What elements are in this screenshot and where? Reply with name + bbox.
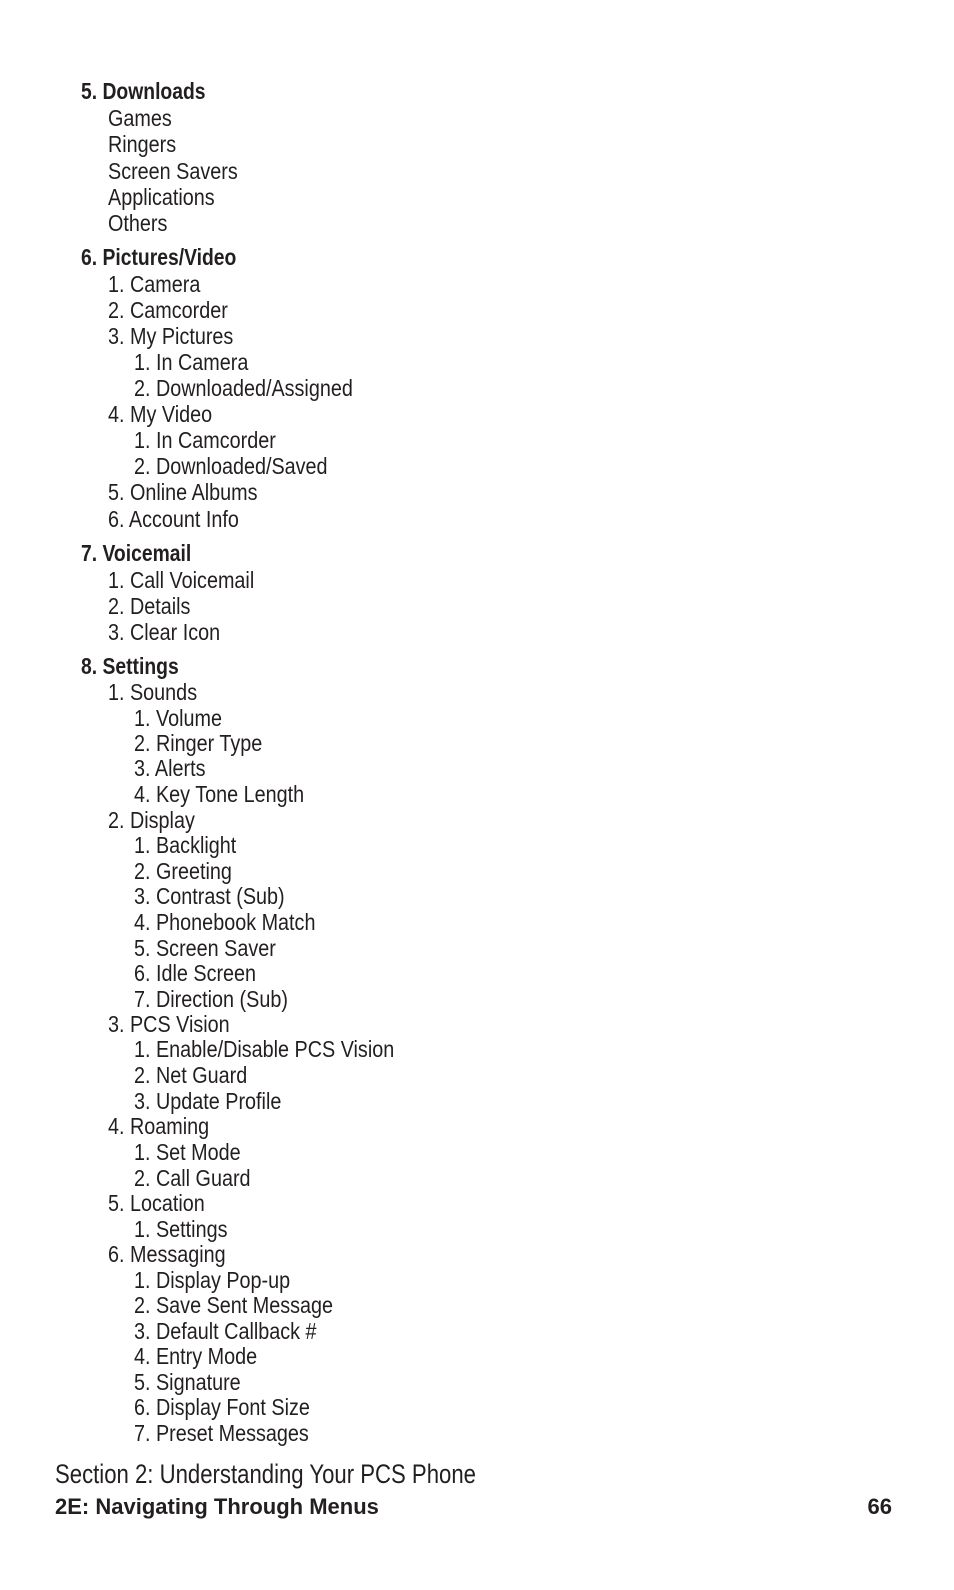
submenu-item: 6. Display Font Size: [134, 1394, 310, 1420]
submenu-item: 1. Display Pop-up: [134, 1267, 291, 1293]
submenu-item: 7. Direction (Sub): [134, 986, 288, 1012]
menu-item: 2. Details: [108, 593, 191, 619]
menu-item: 3. PCS Vision: [108, 1011, 230, 1037]
submenu-item: 5. Screen Saver: [134, 935, 276, 961]
menu-item: Ringers: [108, 131, 177, 157]
menu-item: 5. Online Albums: [108, 479, 258, 505]
submenu-item: 7. Preset Messages: [134, 1420, 309, 1446]
submenu-item: 3. Update Profile: [134, 1088, 282, 1114]
submenu-item: 1. Enable/Disable PCS Vision: [134, 1036, 395, 1062]
menu-item: 1. Camera: [108, 271, 201, 297]
submenu-item: 2. Save Sent Message: [134, 1292, 334, 1318]
submenu-item: 2. Call Guard: [134, 1165, 251, 1191]
menu-section-heading: 5. Downloads: [81, 78, 206, 104]
menu-item: 6. Messaging: [108, 1241, 226, 1267]
submenu-item: 5. Signature: [134, 1369, 241, 1395]
submenu-item: 2. Ringer Type: [134, 730, 263, 756]
submenu-item: 2. Net Guard: [134, 1062, 248, 1088]
submenu-item: 1. Settings: [134, 1216, 228, 1242]
menu-item: 2. Camcorder: [108, 297, 228, 323]
menu-item: 3. Clear Icon: [108, 619, 221, 645]
submenu-item: 2. Downloaded/Assigned: [134, 375, 353, 401]
menu-item: 1. Call Voicemail: [108, 567, 255, 593]
menu-item: 4. My Video: [108, 401, 213, 427]
page-number: 66: [867, 1494, 892, 1519]
menu-item: Applications: [108, 184, 215, 210]
menu-item: 6. Account Info: [108, 506, 239, 532]
menu-item: 3. My Pictures: [108, 323, 234, 349]
submenu-item: 1. Set Mode: [134, 1139, 241, 1165]
submenu-item: 3. Default Callback #: [134, 1318, 317, 1344]
submenu-item: 1. Backlight: [134, 832, 237, 858]
footer-chapter-title: 2E: Navigating Through Menus: [55, 1494, 379, 1519]
menu-item: Screen Savers: [108, 158, 238, 184]
menu-section-heading: 7. Voicemail: [81, 540, 192, 566]
submenu-item: 2. Downloaded/Saved: [134, 453, 328, 479]
submenu-item: 1. In Camcorder: [134, 427, 276, 453]
menu-item: 1. Sounds: [108, 679, 198, 705]
submenu-item: 3. Contrast (Sub): [134, 883, 285, 909]
submenu-item: 4. Phonebook Match: [134, 909, 316, 935]
menu-item: 5. Location: [108, 1190, 205, 1216]
submenu-item: 6. Idle Screen: [134, 960, 257, 986]
submenu-item: 1. In Camera: [134, 349, 249, 375]
submenu-item: 4. Entry Mode: [134, 1343, 258, 1369]
menu-section-heading: 8. Settings: [81, 653, 179, 679]
footer-section-title: Section 2: Understanding Your PCS Phone: [55, 1459, 476, 1489]
menu-section-heading: 6. Pictures/Video: [81, 244, 237, 270]
submenu-item: 1. Volume: [134, 705, 222, 731]
submenu-item: 4. Key Tone Length: [134, 781, 305, 807]
menu-item: 4. Roaming: [108, 1113, 210, 1139]
menu-item: Games: [108, 105, 172, 131]
submenu-item: 2. Greeting: [134, 858, 232, 884]
submenu-item: 3. Alerts: [134, 755, 206, 781]
menu-item: Others: [108, 210, 168, 236]
menu-item: 2. Display: [108, 807, 195, 833]
